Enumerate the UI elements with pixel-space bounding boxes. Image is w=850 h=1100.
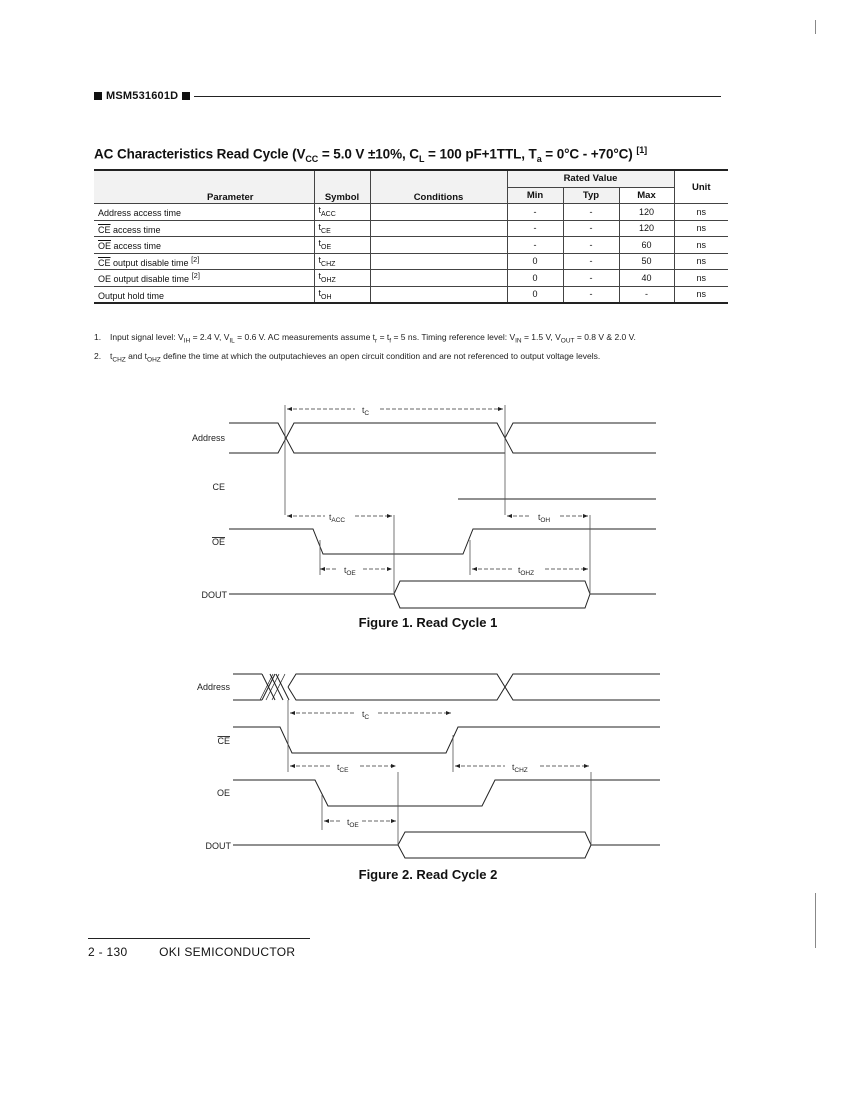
arrowhead-icon [287, 407, 292, 411]
footer-rule [88, 938, 310, 939]
col-header-typ: Typ [563, 187, 619, 204]
arrowhead-icon [498, 407, 503, 411]
figure2-caption: Figure 2. Read Cycle 2 [358, 867, 498, 882]
arrowhead-icon [583, 567, 588, 571]
cell-typ: - [563, 253, 619, 270]
page-footer [88, 945, 295, 959]
cell-parameter: OE output disable time [2] [94, 270, 314, 287]
cell-symbol: $t_{CHZ}$ [314, 253, 370, 270]
col-header-conditions: Conditions [370, 170, 507, 204]
arrowhead-icon [391, 764, 396, 768]
fig2-label-ce: CE [217, 736, 230, 746]
fig1-label-address: Address [191, 433, 225, 443]
arrowhead-icon [472, 567, 477, 571]
fig1-label-ce: CE [212, 482, 225, 492]
arrowhead-icon [290, 711, 295, 715]
arrowhead-icon [387, 514, 392, 518]
cell-min: 0 [507, 253, 563, 270]
cell-symbol: $t_{OE}$ [314, 237, 370, 254]
arrowhead-icon [446, 711, 451, 715]
fig1-dout-waveform [229, 581, 656, 608]
fig2-tc-label: $t_C$ [362, 709, 370, 721]
arrowhead-icon [387, 567, 392, 571]
cell-unit: ns [674, 237, 728, 254]
cell-symbol: $t_{OHZ}$ [314, 270, 370, 287]
arrowhead-icon [320, 567, 325, 571]
note-1-text: Input signal level: $V_{IH} = 2.4$ V, $V_{IL} = 0.6$ V. AC measurements assume $t_r = t_f = 5$ ns. Timing reference level: $V_{IN} = 1.5$ V, $V_{OUT} = 0.8$ V & 2.0 V. [110, 332, 636, 345]
fig2-tce-label: $t_{CE}$ [337, 762, 349, 774]
fig2-oe-waveform [233, 780, 660, 806]
fig1-toh-label: $t_{OH}$ [538, 512, 551, 524]
scan-edge-mark [815, 20, 816, 34]
cell-min: - [507, 220, 563, 237]
fig1-tc-label: $t_C$ [362, 405, 370, 417]
cell-typ: - [563, 270, 619, 287]
cell-typ: - [563, 237, 619, 254]
arrowhead-icon [584, 764, 589, 768]
company-name: OKI SEMICONDUCTOR [159, 945, 296, 959]
arrowhead-icon [287, 514, 292, 518]
cell-unit: ns [674, 253, 728, 270]
fig2-ce-waveform [233, 727, 660, 753]
cell-parameter: Address access time [94, 204, 314, 221]
cell-unit: ns [674, 204, 728, 221]
col-header-unit: Unit [674, 170, 728, 204]
scan-edge-mark [815, 893, 816, 948]
fig2-address-waveform [233, 674, 660, 700]
col-header-min: Min [507, 187, 563, 204]
cell-unit: ns [674, 286, 728, 303]
fig2-label-dout: DOUT [205, 841, 231, 851]
fig2-ref-lines [288, 700, 591, 845]
cell-max: - [619, 286, 674, 303]
cell-typ: - [563, 286, 619, 303]
fig2-toe-label: $t_{OE}$ [347, 817, 359, 829]
cell-min: - [507, 237, 563, 254]
cell-typ: - [563, 220, 619, 237]
cell-symbol: $t_{ACC}$ [314, 204, 370, 221]
col-header-max: Max [619, 187, 674, 204]
section-title: AC Characteristics Read Cycle ($V_{CC} = 5.0$ V ±10%, $C_L = 100$ pF+1TTL, $T_a = 0^\circ C - +70^\circ C$) [1] [94, 145, 648, 165]
cell-symbol: $t_{CE}$ [314, 220, 370, 237]
note-1: 1. Input signal level: $V_{IH} = 2.4$ V, $V_{IL} = 0.6$ V. AC measurements assume $t_r = t_f = 5$ ns. Timing reference level: $V_{IN} = 1.5$ V, $V_{OUT} = 0.8$ V & 2.0 V. [94, 332, 636, 345]
cell-parameter: $\overline{CE}$ access time [94, 220, 314, 237]
cell-parameter: Output hold time [94, 286, 314, 303]
cell-max: 60 [619, 237, 674, 254]
cell-max: 40 [619, 270, 674, 287]
part-number: MSM531601D [106, 90, 179, 102]
fig1-tohz-label: $t_{OHZ}$ [518, 565, 535, 577]
fig1-tacc-label: $t_{ACC}$ [329, 512, 346, 524]
cell-max: 50 [619, 253, 674, 270]
page-number: 2 - 130 [88, 945, 128, 959]
footnote-ref: [1] [636, 145, 648, 155]
note-2: 2. $t_{CHZ}$ and $t_{OHZ}$ define the time at which the outputachieves an open circuit condition and are not referenced to output voltage levels. [94, 350, 601, 364]
cell-max: 120 [619, 204, 674, 221]
cell-unit: ns [674, 220, 728, 237]
cell-max: 120 [619, 220, 674, 237]
cell-min: 0 [507, 286, 563, 303]
col-header-symbol: Symbol [314, 170, 370, 204]
fig2-label-oe: OE [216, 788, 230, 798]
note-2-text: $t_{CHZ}$ and $t_{OHZ}$ define the time at which the outputachieves an open circuit condition and are not referenced to output voltage levels. [110, 350, 601, 364]
cell-parameter: $\overline{CE}$ output disable time [2] [94, 253, 314, 270]
arrowhead-icon [583, 514, 588, 518]
fig2-dout-waveform [233, 832, 660, 858]
cell-symbol: $t_{OH}$ [314, 286, 370, 303]
fig2-tchz-label: $t_{CHZ}$ [512, 762, 528, 774]
fig1-toe-label: $t_{OE}$ [344, 565, 356, 577]
arrowhead-icon [507, 514, 512, 518]
fig1-address-waveform [229, 423, 656, 453]
cell-unit: ns [674, 270, 728, 287]
fig1-label-dout: DOUT [201, 590, 227, 600]
fig2-label-address: Address [196, 682, 230, 692]
col-header-parameter: Parameter [94, 170, 314, 204]
fig1-label-oe: OE [211, 537, 225, 547]
arrowhead-icon [324, 819, 329, 823]
figure1-caption: Figure 1. Read Cycle 1 [358, 615, 498, 630]
arrowhead-icon [290, 764, 295, 768]
fig1-oe-waveform [229, 529, 656, 554]
cell-typ: - [563, 204, 619, 221]
cell-min: - [507, 204, 563, 221]
col-header-rated-value: Rated Value [507, 170, 674, 187]
cell-parameter: $\overline{OE}$ access time [94, 237, 314, 254]
arrowhead-icon [455, 764, 460, 768]
cell-min: 0 [507, 270, 563, 287]
arrowhead-icon [391, 819, 396, 823]
